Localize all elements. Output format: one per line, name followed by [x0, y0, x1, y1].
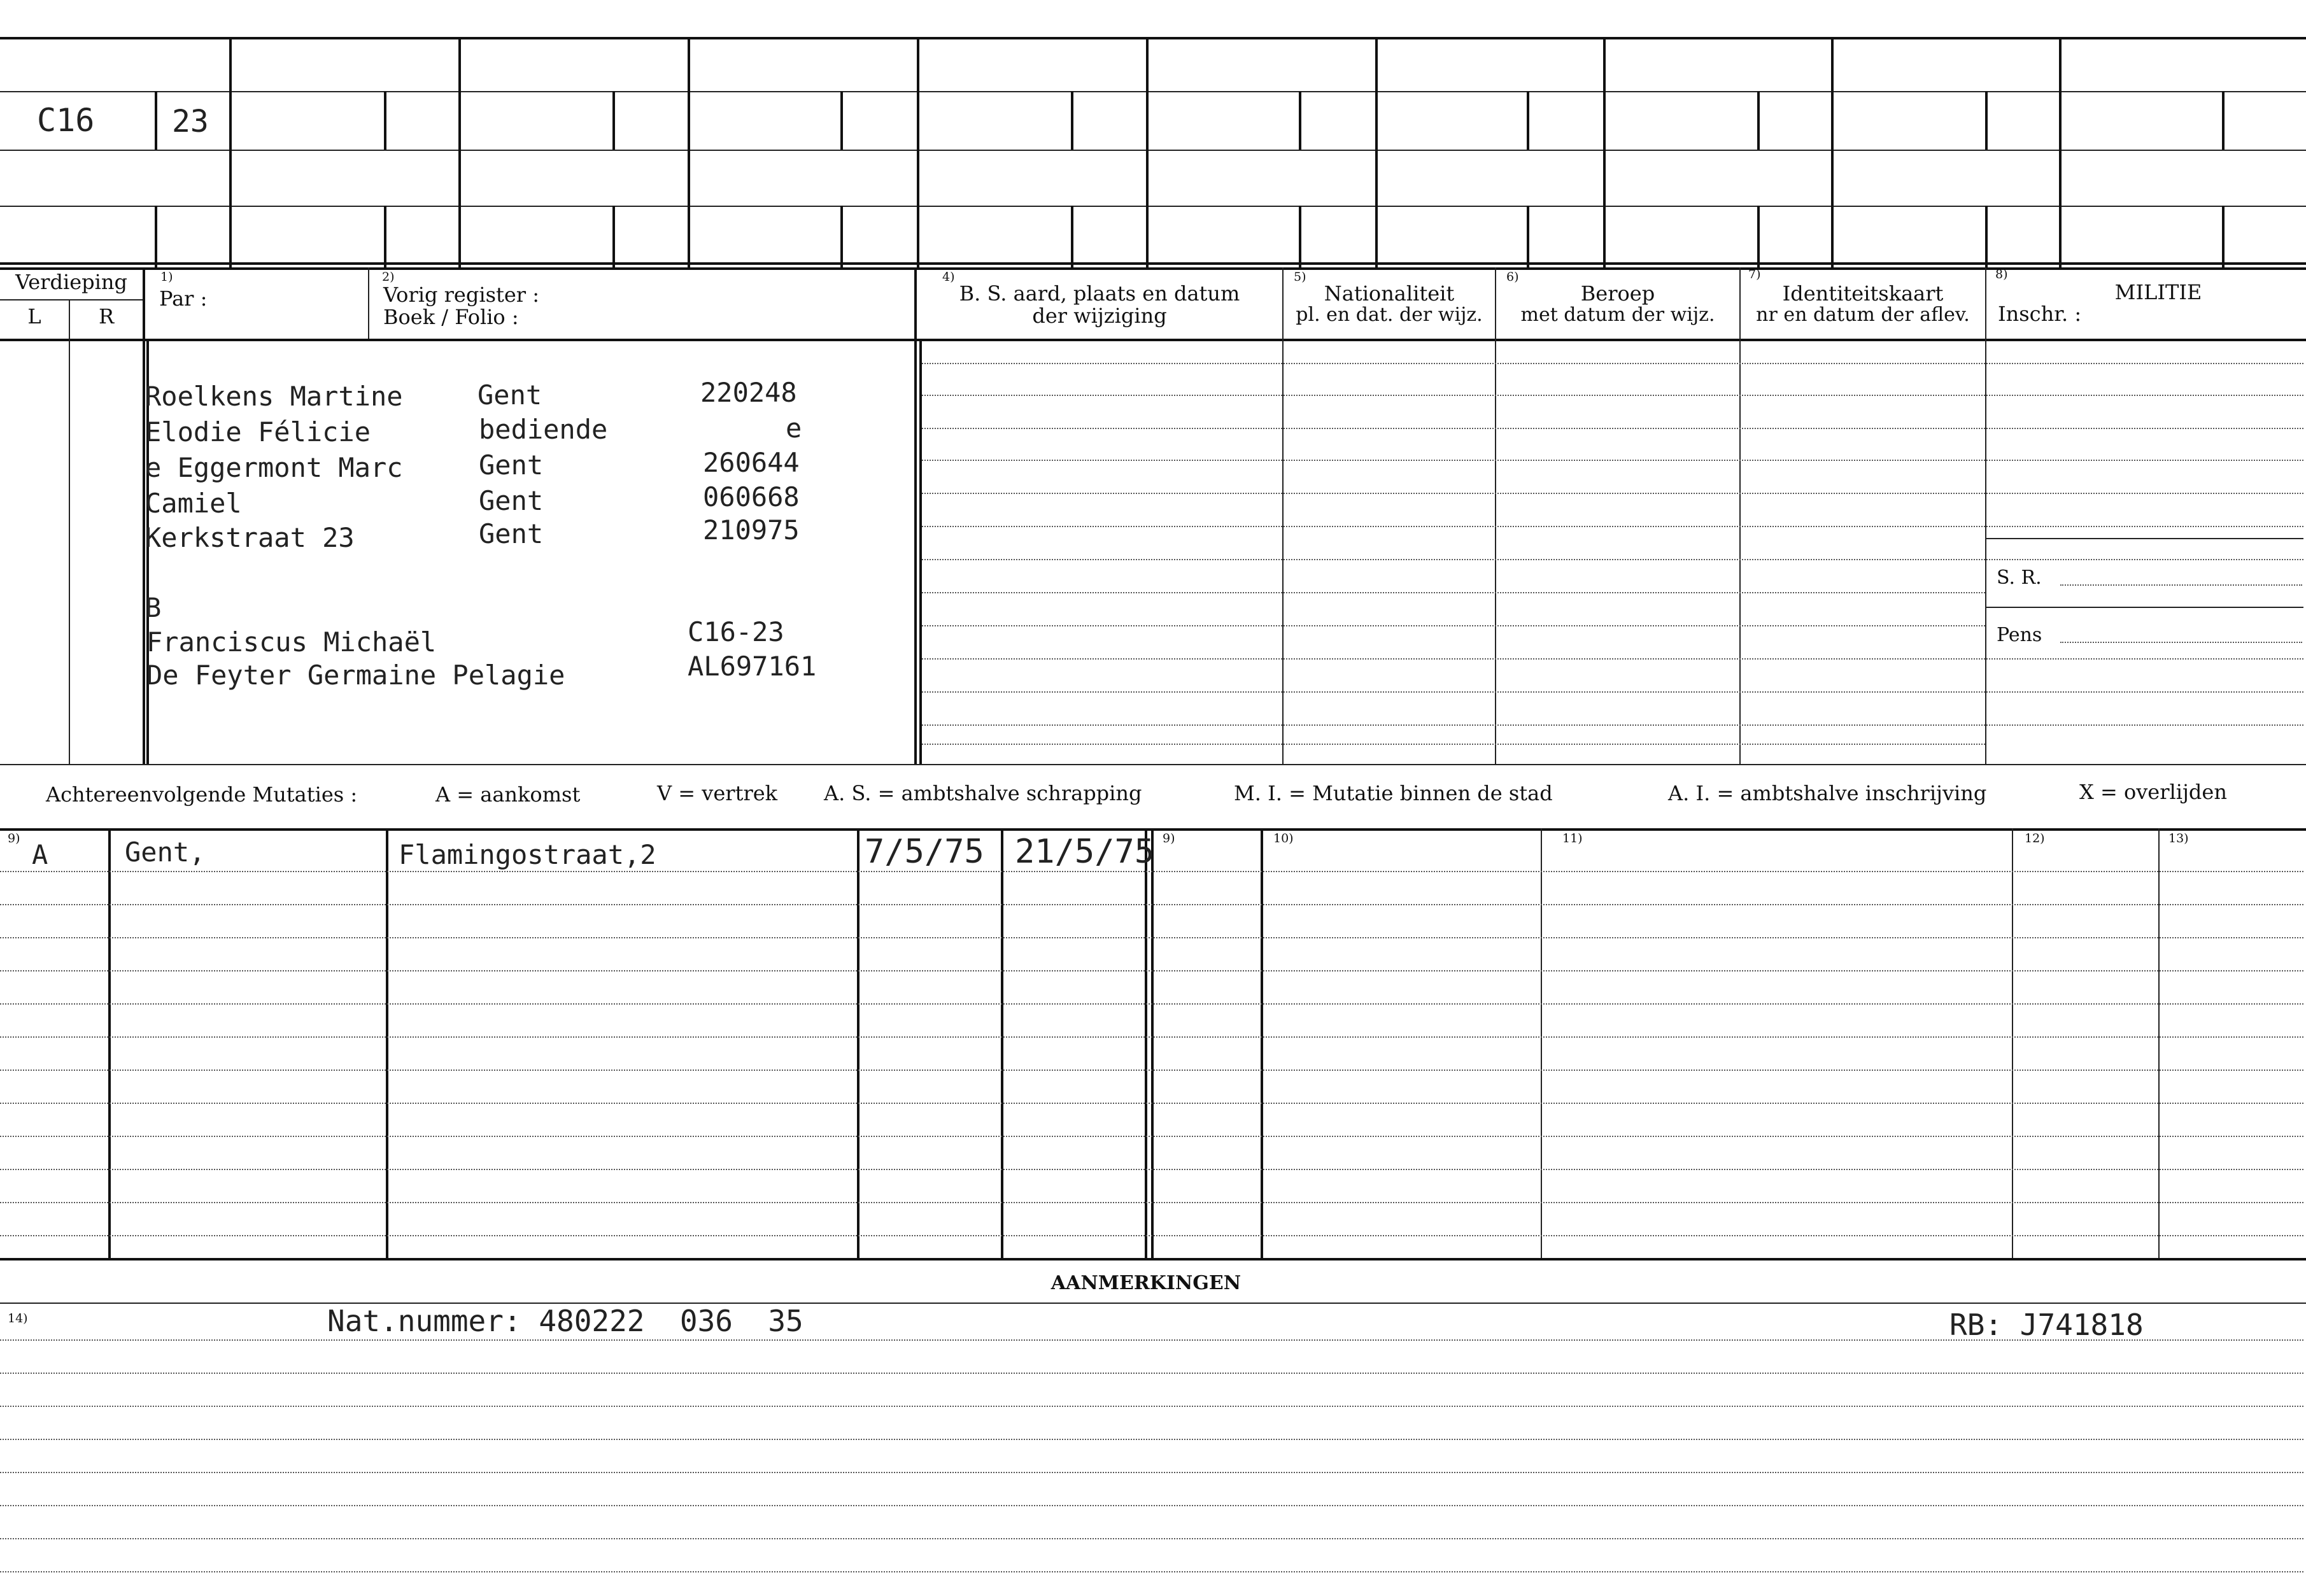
extra-name-1: Franciscus Michaël: [146, 626, 437, 658]
aanmerkingen-num: 14): [8, 1311, 28, 1325]
mut-col11-num: 11): [1562, 831, 1583, 845]
person-code: 210975: [703, 514, 800, 546]
col2-label-2: Boek / Folio :: [383, 305, 519, 329]
legend-mi: M. I. = Mutatie binnen de stad: [1234, 781, 1553, 805]
person-code: e: [786, 413, 802, 444]
mut-col13-num: 13): [2168, 831, 2189, 845]
person-name: Camiel: [145, 488, 242, 519]
mutaties-title: Achtereenvolgende Mutaties :: [46, 782, 358, 807]
verdieping-label: Verdieping: [15, 270, 127, 294]
legend-v: V = vertrek: [657, 781, 778, 805]
col6-label-1: Beroep: [1580, 281, 1655, 306]
col6-label-2: met datum der wijz.: [1520, 304, 1715, 326]
mut-col9-num: 9): [8, 831, 20, 845]
col5-num: 5): [1294, 270, 1306, 284]
mut-entry-date2: 21/5/75: [1015, 833, 1155, 871]
person-code: 260644: [703, 447, 800, 478]
person-place: Gent: [477, 379, 542, 411]
person-code: 220248: [700, 377, 797, 408]
militie-pens: Pens: [1997, 624, 2042, 646]
militie-sr: S. R.: [1997, 567, 2042, 589]
person-place: Gent: [479, 518, 544, 549]
extra-name-2: De Feyter Germaine Pelagie: [146, 660, 565, 691]
mut-col9b-num: 9): [1163, 831, 1175, 845]
person-place: bediende: [479, 414, 608, 445]
col4-num: 4): [942, 270, 955, 284]
col4-label-1: B. S. aard, plaats en datum: [959, 281, 1240, 306]
person-name: Kerkstraat 23: [145, 522, 355, 553]
extra-letter: B: [145, 592, 162, 623]
legend-a: A = aankomst: [435, 782, 581, 807]
col6-num: 6): [1506, 270, 1519, 284]
extra-ref-2: AL697161: [688, 651, 817, 682]
col8-num: 8): [1995, 267, 2008, 281]
col7-num: 7): [1748, 267, 1761, 281]
legend-ai: A. I. = ambtshalve inschrijving: [1668, 781, 1987, 805]
top-code: C16: [37, 102, 95, 139]
col8-label-1: MILITIE: [2114, 280, 2202, 304]
mut-col12-num: 12): [2025, 831, 2045, 845]
col5-label-2: pl. en dat. der wijz.: [1296, 304, 1483, 326]
person-place: Gent: [479, 449, 544, 481]
mut-col10-num: 10): [1273, 831, 1294, 845]
person-name: Roelkens Martine: [145, 381, 403, 412]
col-r-label: R: [98, 304, 115, 328]
top-number: 23: [172, 104, 209, 139]
mut-entry-city: Gent,: [125, 837, 206, 868]
aanmerkingen-title: AANMERKINGEN: [1050, 1272, 1241, 1294]
mut-entry-date1: 7/5/75: [865, 833, 984, 871]
person-place: Gent: [479, 485, 544, 516]
nat-nummer: Nat.nummer: 480222 036 35: [327, 1304, 803, 1338]
col1-num: 1): [160, 270, 173, 284]
col7-label-2: nr en datum der aflev.: [1756, 304, 1970, 326]
legend-x: X = overlijden: [2079, 780, 2227, 804]
mut-entry-street: Flamingostraat,2: [399, 839, 656, 870]
mut-entry-type: A: [32, 839, 48, 870]
col5-label-1: Nationaliteit: [1324, 281, 1455, 306]
col1-label: Par :: [159, 286, 208, 311]
person-code: 060668: [703, 481, 800, 512]
col2-label-1: Vorig register :: [383, 283, 540, 307]
extra-ref-1: C16-23: [688, 616, 784, 647]
col8-label-2: Inschr. :: [1998, 302, 2082, 326]
person-name: Elodie Félicie: [145, 416, 371, 448]
rb-number: RB: J741818: [1949, 1308, 2144, 1342]
col-l-label: L: [27, 304, 41, 328]
person-name: e Eggermont Marc: [145, 452, 403, 483]
col7-label-1: Identiteitskaart: [1782, 281, 1944, 306]
col4-label-2: der wijziging: [1032, 304, 1167, 328]
col2-num: 2): [382, 270, 395, 284]
legend-as: A. S. = ambtshalve schrapping: [824, 781, 1142, 805]
